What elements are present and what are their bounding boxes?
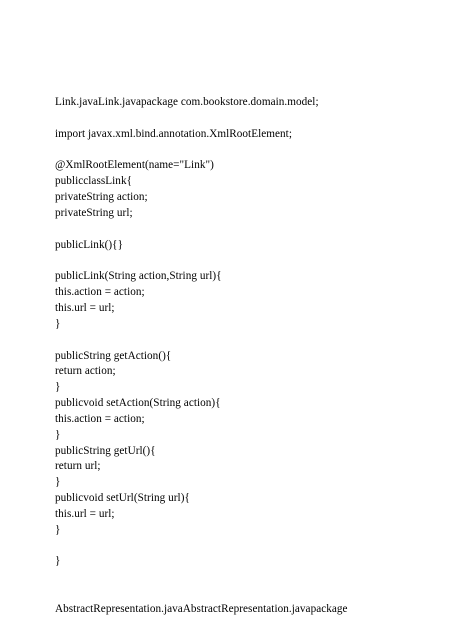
text-line: } [55,428,61,441]
text-line: publicvoid setUrl(String url){ [55,492,190,505]
blank-line [55,586,445,602]
text-line: } [55,523,61,536]
blank-line [55,570,445,586]
text-line: } [55,476,61,489]
blank-line [55,222,445,238]
text-line: } [55,555,61,568]
text-line: Link.javaLink.javapackage com.bookstore.domain.model; [55,96,319,108]
blank-line [55,253,445,269]
blank-line [55,539,445,555]
text-line: } [55,381,61,394]
document-text [55,95,445,618]
text-line: this.action = action; [55,412,145,425]
text-line: AbstractRepresentation.javaAbstractRepresentation.javapackage [55,603,348,615]
text-line: privateString action; [55,191,148,204]
text-line: this.url = url; [55,301,115,314]
text-line: privateString url; [55,206,133,219]
text-line: this.action = action; [55,286,145,299]
text-line: publicclassLink{ [55,175,133,188]
text-line: publicvoid setAction(String action){ [55,397,221,410]
text-line: import javax.xml.bind.annotation.XmlRootElement; [55,127,292,140]
text-line: @XmlRootElement(name="Link") [55,159,214,172]
text-line: publicString getAction(){ [55,349,172,362]
text-line: return action; [55,365,116,378]
text-line: return url; [55,460,101,473]
text-line: this.url = url; [55,507,115,520]
text-line: publicLink(String action,String url){ [55,270,222,283]
blank-line [55,111,445,127]
text-line: } [55,317,61,330]
blank-line [55,333,445,349]
text-line: publicString getUrl(){ [55,444,156,457]
blank-line [55,143,445,159]
text-line: publicLink(){} [55,238,123,251]
